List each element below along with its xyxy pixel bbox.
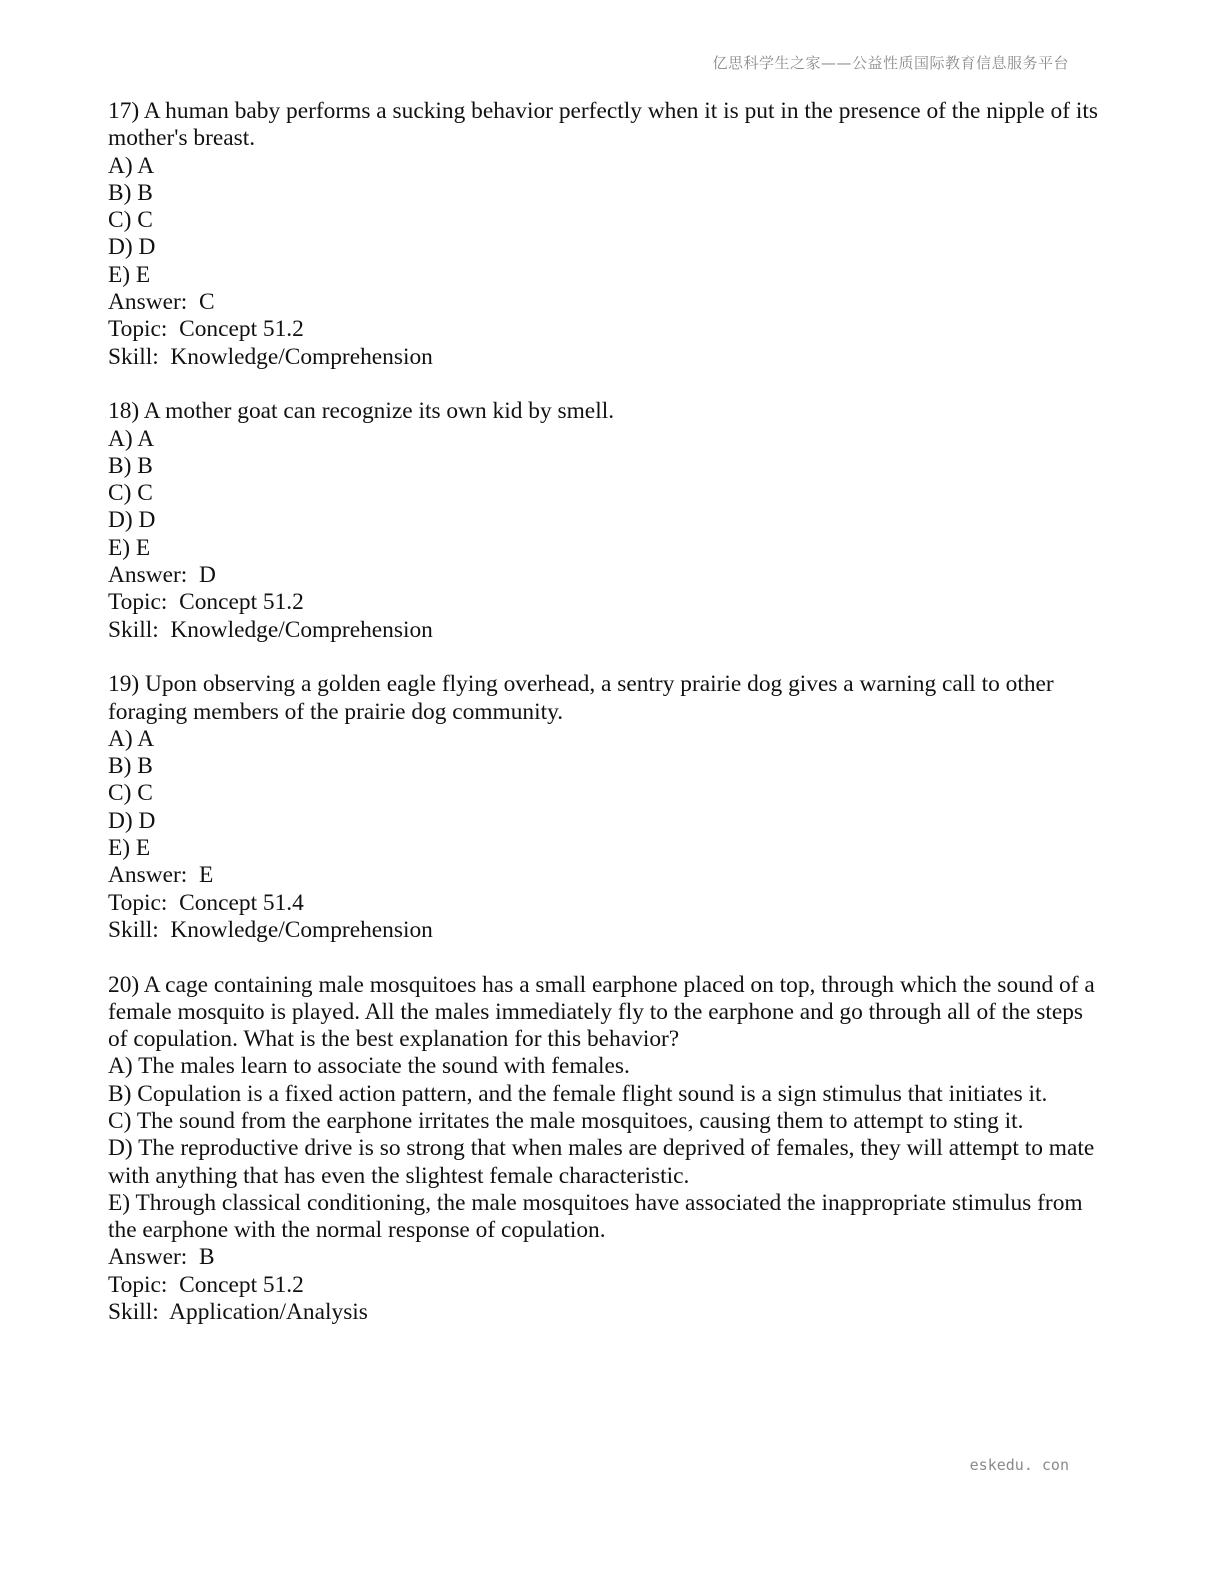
option-c: C) C <box>108 780 153 807</box>
answer-line: Answer: C <box>108 289 215 316</box>
option-e: E) E <box>108 534 151 561</box>
question-20 <box>108 972 1108 1327</box>
question-17 <box>108 98 1108 371</box>
option-d: D) D <box>108 807 156 834</box>
option-e: E) E <box>108 261 151 288</box>
topic-line: Topic: Concept 51.2 <box>108 316 304 343</box>
question-stem: 17) A human baby performs a sucking behavior perfectly when it is put in the presence of the nipple of its mother's breast. <box>108 98 1104 152</box>
question-stem: 20) A cage containing male mosquitoes has a small earphone placed on top, through which the sound of a female mosquito is played. All the males immediately fly to the earphone and go through all of the steps of copulation. What is the best explanation for this behavior? <box>108 971 1101 1053</box>
question-list <box>108 98 1108 1354</box>
topic-line: Topic: Concept 51.4 <box>108 889 304 916</box>
option-d: D) D <box>108 507 156 534</box>
question-19 <box>108 671 1108 944</box>
option-d: D) The reproductive drive is so strong that when males are deprived of females, they will attempt to mate with anything that has even the slightest female characteristic. <box>108 1135 1101 1189</box>
question-stem: 19) Upon observing a golden eagle flying overhead, a sentry prairie dog gives a warning call to other foraging members of the prairie dog community. <box>108 671 1060 725</box>
skill-line: Skill: Application/Analysis <box>108 1299 368 1326</box>
option-b: B) B <box>108 179 153 206</box>
question-stem: 18) A mother goat can recognize its own kid by smell. <box>108 398 615 425</box>
option-c: C) C <box>108 480 153 507</box>
option-a: A) A <box>108 425 155 452</box>
option-b: B) B <box>108 452 153 479</box>
answer-line: Answer: E <box>108 862 214 889</box>
option-c: C) C <box>108 207 153 234</box>
option-b: B) Copulation is a fixed action pattern, and the female flight sound is a sign stimulus that initiates it. <box>108 1080 1048 1107</box>
topic-line: Topic: Concept 51.2 <box>108 1271 304 1298</box>
question-18 <box>108 398 1108 644</box>
skill-line: Skill: Knowledge/Comprehension <box>108 343 433 370</box>
option-e: E) Through classical conditioning, the male mosquitoes have associated the inappropriate stimulus from the earphone with the normal response of copulation. <box>108 1189 1089 1244</box>
option-e: E) E <box>108 835 151 862</box>
topic-line: Topic: Concept 51.2 <box>108 589 304 616</box>
option-a: A) The males learn to associate the sound with females. <box>108 1053 630 1080</box>
skill-line: Skill: Knowledge/Comprehension <box>108 916 433 943</box>
skill-line: Skill: Knowledge/Comprehension <box>108 616 433 643</box>
page-header: 亿思科学生之家——公益性质国际教育信息服务平台 <box>712 54 1069 72</box>
option-a: A) A <box>108 725 155 752</box>
page-footer: eskedu. con <box>969 1456 1069 1474</box>
answer-line: Answer: D <box>108 562 216 589</box>
option-a: A) A <box>108 152 155 179</box>
option-c: C) The sound from the earphone irritates the male mosquitoes, causing them to attempt to sting it. <box>108 1107 1024 1134</box>
option-b: B) B <box>108 753 153 780</box>
answer-line: Answer: B <box>108 1244 215 1271</box>
option-d: D) D <box>108 234 156 261</box>
